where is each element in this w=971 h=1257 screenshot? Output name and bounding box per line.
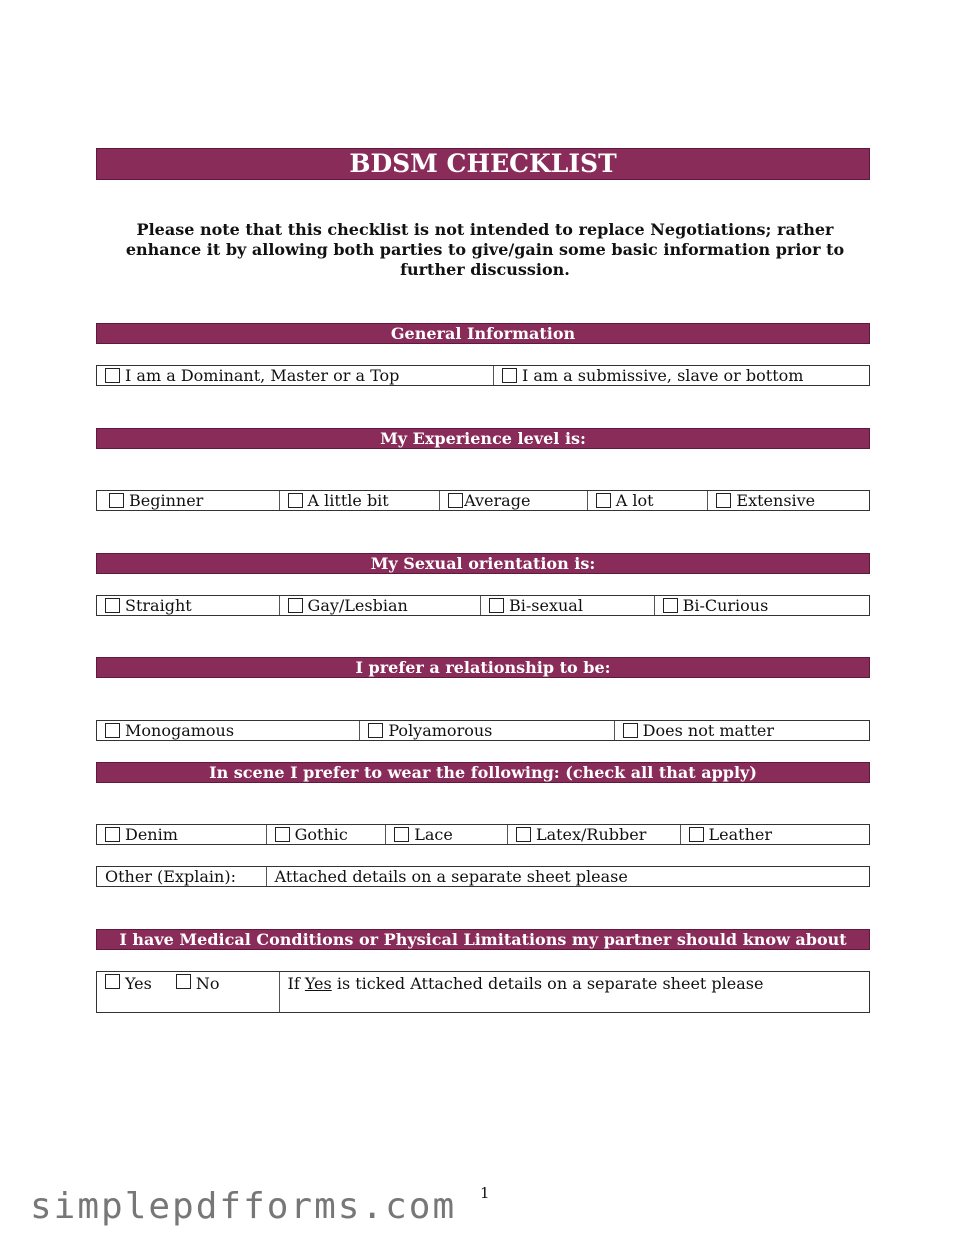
option-label: Straight xyxy=(125,596,192,615)
option-average[interactable] xyxy=(440,491,588,510)
checkbox[interactable] xyxy=(596,493,611,508)
checkbox[interactable] xyxy=(716,493,731,508)
option-dominant[interactable] xyxy=(97,366,494,385)
option-label: I am a submissive, slave or bottom xyxy=(521,366,804,385)
option-denim[interactable] xyxy=(97,825,267,844)
checkbox[interactable] xyxy=(689,827,704,842)
medical-note-yes: Yes xyxy=(304,974,332,993)
medical-yes-no xyxy=(97,972,280,1012)
watermark: simplepdfforms.com xyxy=(30,1186,457,1227)
wear-row xyxy=(96,824,870,845)
option-latex-rubber[interactable] xyxy=(508,825,681,844)
yes-label: Yes xyxy=(125,974,152,993)
option-label: Gay/Lesbian xyxy=(307,596,408,615)
wear-other-row xyxy=(96,866,870,887)
checkbox[interactable] xyxy=(368,723,383,738)
checkbox[interactable] xyxy=(105,598,120,613)
section-wear-heading: In scene I prefer to wear the following: (check all that apply) xyxy=(96,762,870,783)
medical-note[interactable] xyxy=(280,972,869,1012)
section-medical-heading: I have Medical Conditions or Physical Limitations my partner should know about xyxy=(96,929,870,950)
checkbox[interactable] xyxy=(663,598,678,613)
checkbox[interactable] xyxy=(448,493,463,508)
option-label: Beginner xyxy=(129,491,204,510)
checkbox-yes[interactable] xyxy=(105,974,120,989)
orientation-row xyxy=(96,595,870,616)
medical-note-suffix: is ticked Attached details on a separate sheet please xyxy=(331,974,764,993)
option-label: Leather xyxy=(708,825,772,844)
intro-note: Please note that this checklist is not intended to replace Negotiations; rather enhance it by allowing both parties to give/gain some basic information prior to further discussion. xyxy=(125,220,845,279)
option-label: Does not matter xyxy=(642,721,775,740)
checkbox[interactable] xyxy=(623,723,638,738)
other-label: Other (Explain): xyxy=(97,867,267,886)
option-label: Gothic xyxy=(294,825,348,844)
page-number: 1 xyxy=(480,1184,490,1202)
checkbox[interactable] xyxy=(288,598,303,613)
option-a-little-bit[interactable] xyxy=(280,491,441,510)
option-label: Average xyxy=(464,491,531,510)
checkbox[interactable] xyxy=(109,493,124,508)
section-experience-heading: My Experience level is: xyxy=(96,428,870,449)
checkbox[interactable] xyxy=(394,827,409,842)
checkbox[interactable] xyxy=(105,723,120,738)
medical-note-prefix: If xyxy=(287,974,305,993)
checkbox[interactable] xyxy=(502,368,517,383)
option-does-not-matter[interactable] xyxy=(615,721,869,740)
option-gothic[interactable] xyxy=(267,825,387,844)
option-label: Denim xyxy=(125,825,178,844)
experience-row xyxy=(96,490,870,511)
option-label: Lace xyxy=(414,825,453,844)
option-label: Monogamous xyxy=(125,721,235,740)
option-gay-lesbian[interactable] xyxy=(280,596,481,615)
checkbox[interactable] xyxy=(105,368,120,383)
section-general-heading: General Information xyxy=(96,323,870,344)
option-label: A lot xyxy=(615,491,654,510)
option-label: Extensive xyxy=(736,491,816,510)
option-beginner[interactable] xyxy=(97,491,280,510)
option-straight[interactable] xyxy=(97,596,280,615)
page-title: BDSM CHECKLIST xyxy=(96,148,870,180)
general-row xyxy=(96,365,870,386)
section-relationship-heading: I prefer a relationship to be: xyxy=(96,657,870,678)
checkbox[interactable] xyxy=(516,827,531,842)
checkbox[interactable] xyxy=(288,493,303,508)
option-label: Latex/Rubber xyxy=(535,825,647,844)
medical-row xyxy=(96,971,870,1013)
option-bi-sexual[interactable] xyxy=(481,596,655,615)
option-label: Polyamorous xyxy=(388,721,493,740)
option-monogamous[interactable] xyxy=(97,721,360,740)
checkbox[interactable] xyxy=(275,827,290,842)
option-label: Bi-sexual xyxy=(509,596,583,615)
no-label: No xyxy=(195,974,220,993)
other-explain-field[interactable]: Attached details on a separate sheet please xyxy=(274,867,628,886)
section-orientation-heading: My Sexual orientation is: xyxy=(96,553,870,574)
option-polyamorous[interactable] xyxy=(360,721,614,740)
option-extensive[interactable] xyxy=(708,491,869,510)
option-submissive[interactable] xyxy=(494,366,869,385)
option-bi-curious[interactable] xyxy=(655,596,869,615)
checkbox-no[interactable] xyxy=(176,974,191,989)
option-label: Bi-Curious xyxy=(682,596,769,615)
option-leather[interactable] xyxy=(681,825,870,844)
relationship-row xyxy=(96,720,870,741)
option-label: A little bit xyxy=(307,491,389,510)
option-a-lot[interactable] xyxy=(588,491,709,510)
checkbox[interactable] xyxy=(489,598,504,613)
option-lace[interactable] xyxy=(386,825,508,844)
option-label: I am a Dominant, Master or a Top xyxy=(125,366,400,385)
checkbox[interactable] xyxy=(105,827,120,842)
